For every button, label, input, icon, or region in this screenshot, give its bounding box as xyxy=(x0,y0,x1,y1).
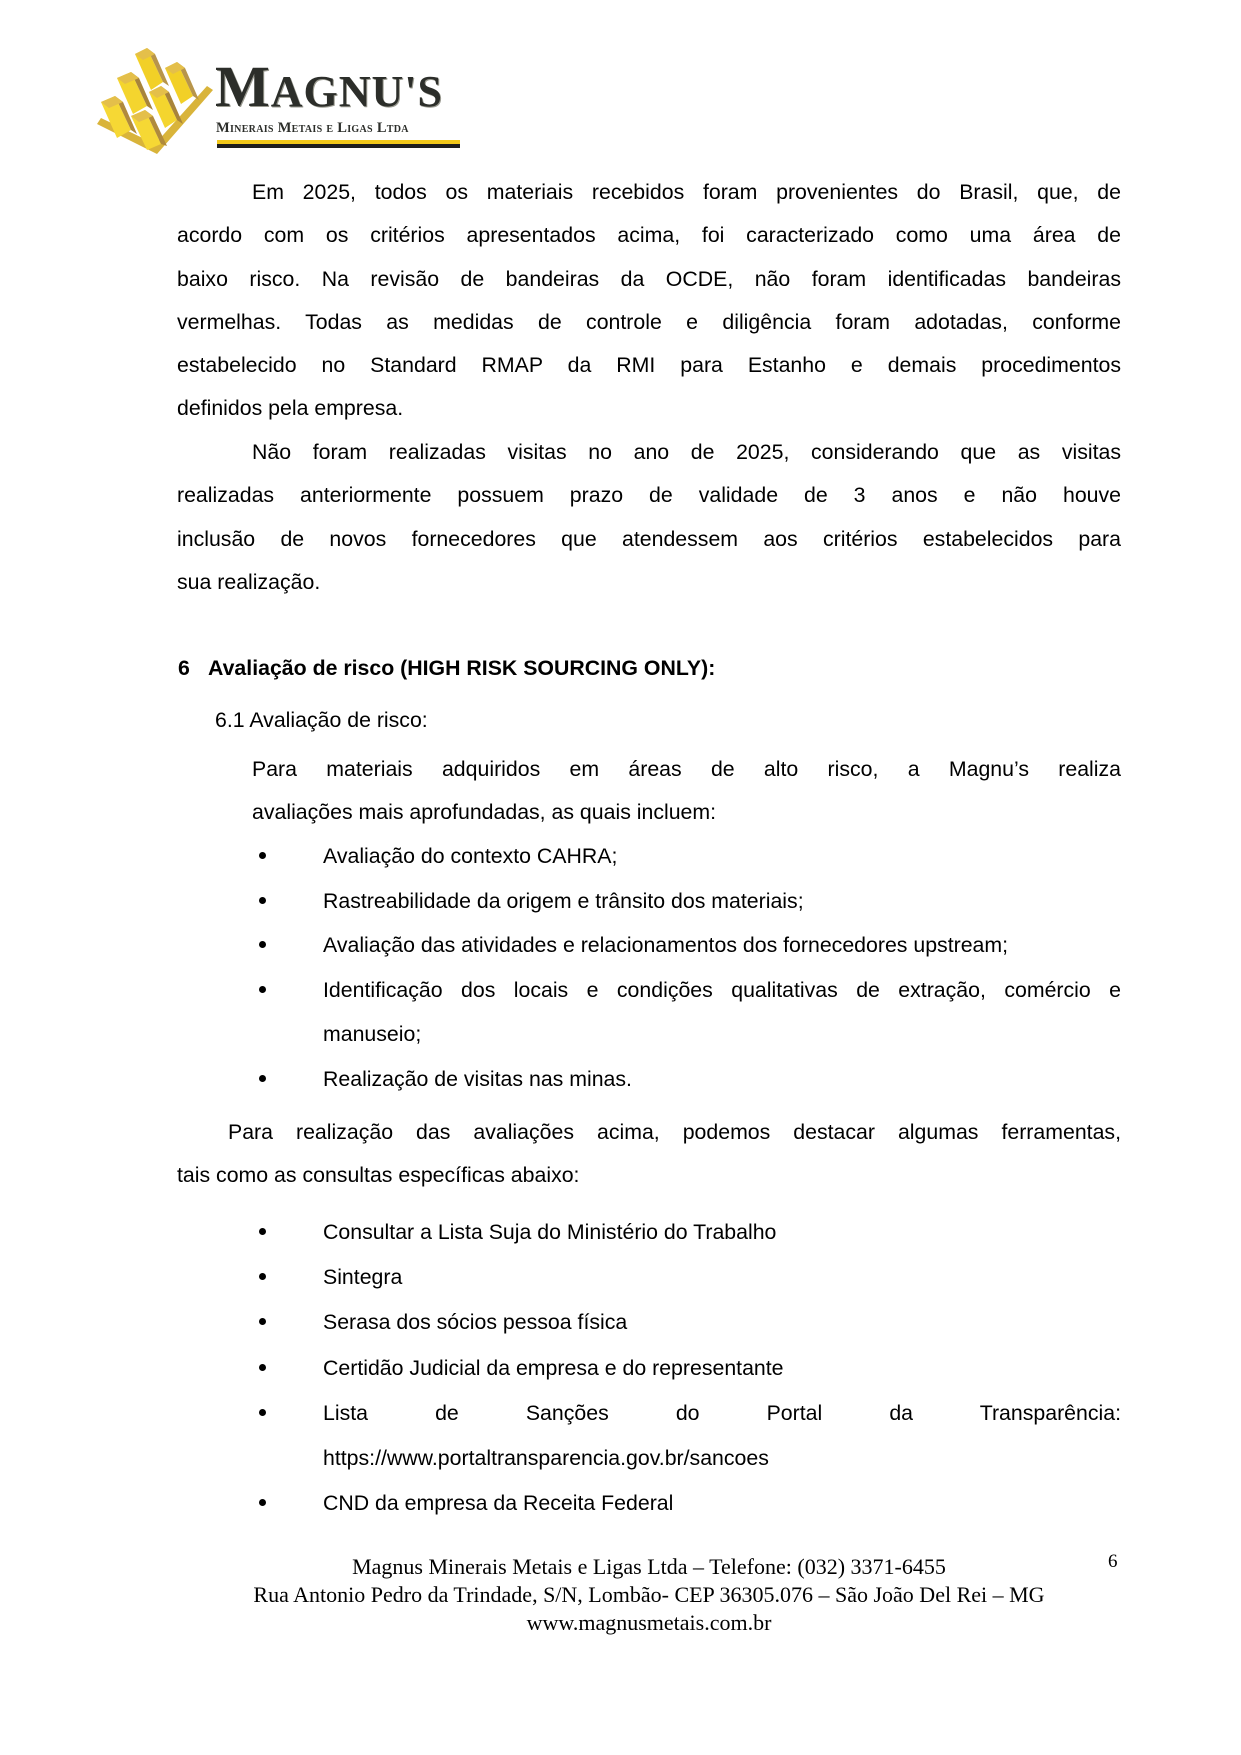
list-item xyxy=(290,834,1121,879)
text-line: baixo risco. Na revisão de bandeiras da OCDE, não foram identificadas bandeiras xyxy=(177,266,1121,291)
company-logo xyxy=(95,46,465,156)
list-item-text: Rastreabilidade da origem e trânsito dos materiais; xyxy=(323,888,804,913)
list-item-text: Consultar a Lista Suja do Ministério do Trabalho xyxy=(323,1220,777,1244)
page-number: 6 xyxy=(1108,1551,1118,1572)
list-item xyxy=(290,923,1121,968)
list-item xyxy=(290,1346,1121,1391)
assessment-list xyxy=(290,834,1121,1101)
list-item-text: Avaliação das atividades e relacionamentos dos fornecedores upstream; xyxy=(323,933,1009,957)
text-line: sua realização. xyxy=(177,569,321,594)
section-heading xyxy=(178,656,715,681)
section-title: Avaliação de risco (HIGH RISK SOURCING ONLY): xyxy=(208,656,716,680)
logo-black-bar xyxy=(217,144,460,148)
text-line: acordo com os critérios apresentados acima, foi caracterizado como uma área de xyxy=(177,223,1121,248)
list-item xyxy=(290,1481,1121,1526)
list-item xyxy=(290,1391,1121,1481)
list-item xyxy=(290,879,1121,924)
list-item xyxy=(290,1300,1121,1345)
list-item-text: Certidão Judicial da empresa e do representante xyxy=(323,1355,784,1380)
text-line: realizadas anteriormente possuem prazo de validade de 3 anos e não houve xyxy=(177,483,1121,508)
text-line: tais como as consultas específicas abaixo: xyxy=(177,1163,580,1188)
list-item-text: Sintegra xyxy=(323,1265,403,1290)
section-number: 6 xyxy=(178,656,190,680)
text-line: Para realização das avaliações acima, podemos destacar algumas ferramentas, xyxy=(228,1120,1121,1144)
list-item-text: Identificação dos locais e condições qualitativas de extração, comércio e xyxy=(323,977,1121,1002)
list-item-text: Avaliação do contexto CAHRA; xyxy=(323,844,618,868)
paragraph-supply-origin xyxy=(177,171,1121,431)
list-item xyxy=(290,968,1121,1057)
gold-bars-icon xyxy=(95,46,215,154)
logo-title: MAGNU'S xyxy=(215,54,444,119)
list-item-text: Serasa dos sócios pessoa física xyxy=(323,1310,628,1335)
subsection-heading: 6.1 Avaliação de risco: xyxy=(215,708,428,732)
text-line: inclusão de novos fornecedores que atendessem aos critérios estabelecidos para xyxy=(177,526,1121,551)
list-item-text: Lista de Sanções do Portal da Transparência: xyxy=(323,1400,1121,1425)
text-line: avaliações mais aprofundadas, as quais incluem: xyxy=(252,800,717,825)
list-item xyxy=(290,1210,1121,1255)
footer-website[interactable]: www.magnusmetais.com.br xyxy=(526,1610,772,1635)
tools-list xyxy=(290,1210,1121,1526)
sancoes-link[interactable]: https://www.portaltransparencia.gov.br/sancoes xyxy=(323,1445,769,1470)
list-item-text: Realização de visitas nas minas. xyxy=(323,1066,632,1091)
text-line: Para materiais adquiridos em áreas de alto risco, a Magnu’s realiza xyxy=(252,757,1121,781)
paragraph-visits xyxy=(177,431,1121,604)
footer-company-phone: Magnus Minerais Metais e Ligas Ltda – Telefone: (032) 3371-6455 xyxy=(352,1554,946,1579)
tools-intro xyxy=(177,1111,1121,1198)
text-line: Em 2025, todos os materiais recebidos foram provenientes do Brasil, que, de xyxy=(252,180,1121,204)
footer-address: Rua Antonio Pedro da Trindade, S/N, Lombão- CEP 36305.076 – São João Del Rei – MG xyxy=(253,1582,1045,1607)
text-line: vermelhas. Todas as medidas de controle e diligência foram adotadas, conforme xyxy=(177,309,1121,334)
list-item xyxy=(290,1057,1121,1102)
text-line: estabelecido no Standard RMAP da RMI para Estanho e demais procedimentos xyxy=(177,353,1121,378)
text-line: definidos pela empresa. xyxy=(177,396,404,421)
list-item-text: CND da empresa da Receita Federal xyxy=(323,1491,674,1516)
list-item-text: manuseio; xyxy=(323,1022,422,1046)
risk-assessment-intro xyxy=(252,748,1121,835)
list-item xyxy=(290,1255,1121,1300)
logo-subtitle: Minerais Metais e Ligas Ltda xyxy=(216,120,409,136)
text-line: Não foram realizadas visitas no ano de 2025, considerando que as visitas xyxy=(252,440,1121,464)
